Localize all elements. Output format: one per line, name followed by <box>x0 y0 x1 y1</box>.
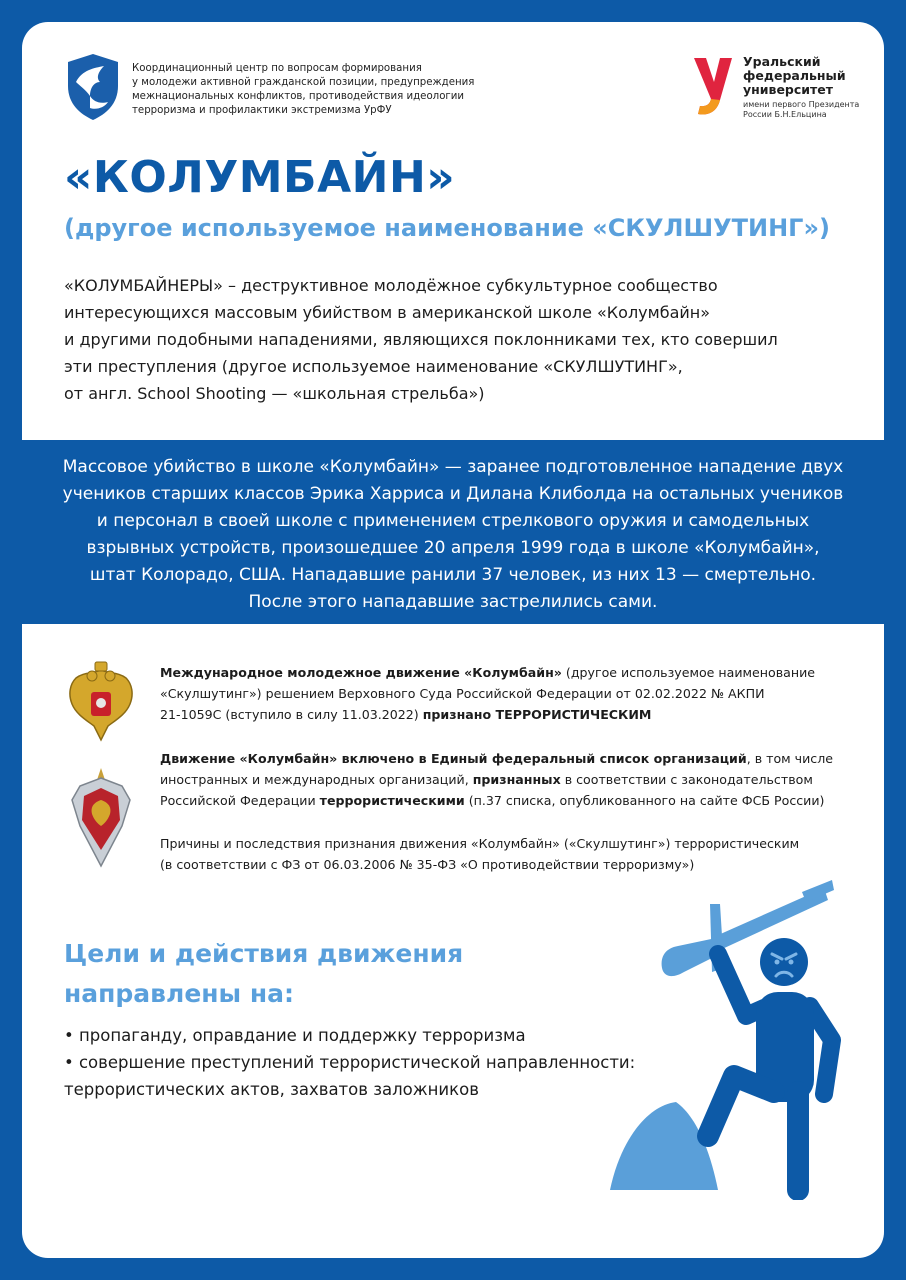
band-line: Массовое убийство в школе «Колумбайн» — заранее подготовленное нападение двух <box>62 457 844 477</box>
info-band <box>0 440 906 624</box>
band-line: После этого нападавшие застрелились сами. <box>248 592 658 612</box>
legal-bold: Международное молодежное движение «Колумбайн» <box>160 665 562 680</box>
band-line: штат Колорадо, США. Нападавшие ранили 37 человек, из них 13 — смертельно. <box>89 565 817 585</box>
list-item: террористических актов, захватов заложников <box>64 1080 479 1099</box>
center-line: терроризма и профилактики экстремизма УрФУ <box>132 105 392 116</box>
legal-bold: террористическими <box>319 793 465 808</box>
urfu-name-line: Уральский <box>743 54 821 69</box>
legal-line: Причины и последствия признания движения «Колумбайн» («Скулшутинг») террористическим <box>160 836 800 851</box>
band-line: учеников старших классов Эрика Харриса и Дилана Клиболда на остальных учеников <box>62 484 844 504</box>
coordination-center-shield-icon <box>64 52 122 122</box>
intro-line: от англ. School Shooting — «школьная стрельба») <box>64 384 485 403</box>
page-title: «КОЛУМБАЙН» <box>64 152 456 203</box>
urfu-subtitle <box>743 100 873 119</box>
urfu-sub-line: имени первого Президента <box>743 100 860 109</box>
goals-heading-line: Цели и действия движения <box>64 939 464 968</box>
legal-text: , в том числе <box>746 751 834 766</box>
goals-heading <box>64 934 463 1014</box>
legal-block-reasons <box>160 833 840 875</box>
attacker-figure-icon <box>606 880 846 1200</box>
legal-bold: Движение «Колумбайн» включено в Единый федеральный список организаций <box>160 751 747 766</box>
coordination-center-name <box>132 62 532 118</box>
legal-text: (другое используемое наименование <box>561 665 816 680</box>
legal-line <box>160 662 840 683</box>
legal-text: Российской Федерации <box>160 793 320 808</box>
legal-line: (в соответствии с ФЗ от 06.03.2006 № 35-ФЗ «О противодействии терроризму») <box>160 857 695 872</box>
band-text <box>40 454 866 616</box>
legal-text: в соответствии с законодательством <box>560 772 813 787</box>
russian-coat-of-arms-icon <box>62 660 140 746</box>
urfu-name-line: университет <box>743 82 834 97</box>
urfu-logo-icon <box>690 54 736 120</box>
legal-bold: признано ТЕРРОРИСТИЧЕСКИМ <box>422 707 652 722</box>
center-line: межнациональных конфликтов, противодействия идеологии <box>132 91 465 102</box>
urfu-sub-line: России Б.Н.Ельцина <box>743 109 827 119</box>
goals-heading-line: направлены на: <box>64 979 294 1008</box>
legal-text: (п.37 списка, опубликованного на сайте ФСБ России) <box>464 793 825 808</box>
list-item: • совершение преступлений террористической направленности: <box>64 1053 636 1072</box>
list-item: • пропаганду, оправдание и поддержку терроризма <box>64 1026 526 1045</box>
band-line: взрывных устройств, произошедшее 20 апреля 1999 года в школе «Колумбайн», <box>86 538 820 558</box>
legal-block-supreme-court <box>160 662 840 725</box>
goals-list <box>64 1022 684 1103</box>
legal-line <box>160 704 840 725</box>
intro-line: «КОЛУМБАЙНЕРЫ» – деструктивное молодёжное субкультурное сообщество <box>64 276 718 295</box>
band-line: и персонал в своей школе с применением стрелкового оружия и самодельных <box>96 511 810 531</box>
urfu-name-line: федеральный <box>743 68 846 83</box>
intro-line: и другими подобными нападениями, являющихся поклонниками тех, кто совершил <box>64 330 778 349</box>
intro-line: интересующихся массовым убийством в американской школе «Колумбайн» <box>64 303 711 322</box>
legal-line <box>160 769 840 790</box>
urfu-name <box>743 55 873 97</box>
legal-line: «Скулшутинг») решением Верховного Суда Российской Федерации от 02.02.2022 № АКПИ <box>160 686 765 701</box>
urfu-text <box>743 55 873 119</box>
legal-line <box>160 748 840 769</box>
center-line: Координационный центр по вопросам формирования <box>132 63 422 74</box>
fsb-emblem-icon <box>70 766 132 874</box>
legal-bold: признанных <box>472 772 561 787</box>
page-subtitle: (другое используемое наименование «СКУЛШУТИНГ») <box>64 214 830 242</box>
intro-line: эти преступления (другое используемое наименование «СКУЛШУТИНГ», <box>64 357 683 376</box>
legal-block-federal-list <box>160 748 840 811</box>
legal-text: 21-1059С (вступило в силу 11.03.2022) <box>160 707 423 722</box>
intro-paragraph <box>64 272 824 407</box>
legal-line <box>160 790 840 811</box>
center-line: у молодежи активной гражданской позиции, предупреждения <box>132 77 475 88</box>
legal-text: иностранных и международных организаций, <box>160 772 473 787</box>
